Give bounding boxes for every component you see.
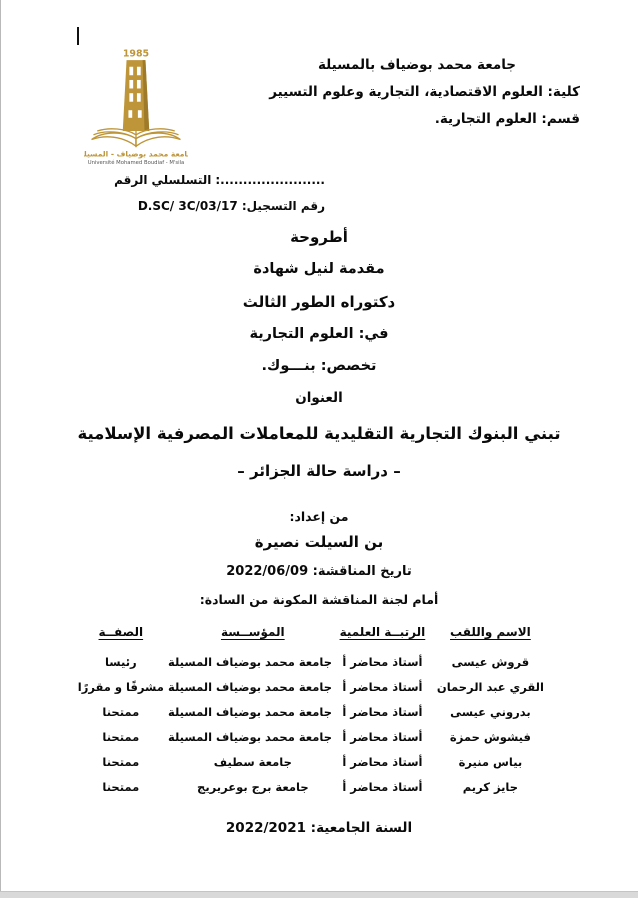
thesis-title: تبني البنوك التجارية التقليدية للمعاملات المصرفية الإسلامية	[77, 424, 561, 443]
faculty-name: كلية: العلوم الاقتصادية، التجارية وعلوم التسيير	[269, 84, 580, 100]
specialty-line: تخصص: بنـــوك.	[261, 358, 377, 374]
logo-year: 1985	[122, 48, 150, 60]
text-cursor	[77, 27, 79, 45]
header-rank: الرتبــة العلمية	[339, 625, 426, 639]
serial-dots: :.......................	[215, 173, 325, 187]
member-institution: جامعة محمد بوضياف المسيلة	[168, 654, 333, 669]
prepared-by-label: من إعداد:	[289, 509, 349, 524]
member-role: رئيسا	[104, 654, 137, 669]
author-name: بن السيلت نصيرة	[254, 533, 384, 551]
member-institution: جامعة محمد بوضياف المسيلة	[168, 704, 333, 719]
logo-name-french: Université Mohamed Boudiaf - M'sila	[87, 160, 185, 167]
academic-year: السنة الجامعية: 2022/2021	[225, 820, 413, 836]
jury-table	[68, 621, 548, 799]
page-left-edge	[0, 0, 1, 898]
thesis-subtitle: – دراسة حالة الجزائر –	[237, 462, 401, 480]
table-row	[68, 674, 548, 699]
field-line: في: العلوم التجارية	[249, 326, 389, 342]
university-logo-icon	[84, 44, 188, 167]
table-row	[68, 649, 548, 674]
member-rank: أستاذ محاضر أ	[342, 779, 423, 794]
member-institution: جامعة سطيف	[213, 754, 292, 769]
header-role: الصفــة	[98, 625, 144, 639]
title-label: العنوان	[295, 390, 343, 406]
member-role: ممتحنا	[102, 704, 140, 719]
table-row	[68, 724, 548, 749]
member-rank: أستاذ محاضر أ	[342, 704, 423, 719]
department-name: قسم: العلوم التجارية.	[434, 111, 580, 127]
committee-intro: أمام لجنة المناقشة المكونة من السادة:	[199, 592, 439, 607]
serial-number-line	[114, 167, 325, 193]
serial-numbers-block	[114, 167, 325, 219]
page-bottom-edge	[0, 891, 638, 898]
member-name: فيشوش حمزة	[449, 729, 531, 744]
university-name: جامعة محمد بوضياف بالمسيلة	[317, 57, 517, 73]
member-role: ممتحنا	[102, 729, 140, 744]
defense-date: تاريخ المناقشة: 2022/06/09	[226, 564, 412, 579]
member-name: جايز كريم	[462, 779, 519, 794]
member-rank: أستاذ محاضر أ	[342, 679, 423, 694]
document-header	[254, 52, 580, 133]
header-institution: المؤســسة	[220, 625, 285, 639]
table-row	[68, 699, 548, 724]
serial-label-word1: الرقم	[114, 173, 148, 187]
table-row	[68, 749, 548, 774]
member-rank: أستاذ محاضر أ	[342, 654, 423, 669]
member-name: القري عبد الرحمان	[436, 679, 544, 694]
member-institution: جامعة محمد بوضياف المسيلة	[168, 729, 333, 744]
member-role: ممتحنا	[102, 779, 140, 794]
member-rank: أستاذ محاضر أ	[342, 729, 423, 744]
member-rank: أستاذ محاضر أ	[342, 754, 423, 769]
jury-table-header-row	[68, 621, 548, 649]
degree-line: دكتوراه الطور الثالث	[242, 293, 396, 311]
thesis-type: أطروحة	[290, 228, 348, 246]
logo-name-arabic: جامعة محمد بوضياف - المسيلة	[84, 149, 188, 159]
member-name: قروش عيسى	[451, 654, 530, 669]
member-name: بياس منيرة	[458, 754, 523, 769]
registration-number-line: رقم التسجيل: D.SC/ 3C/03/17	[137, 199, 325, 213]
member-name: بدروني عيسى	[450, 704, 531, 719]
table-row	[68, 774, 548, 799]
serial-label-word2: التسلسلي	[151, 173, 212, 187]
member-role: ممتحنا	[102, 754, 140, 769]
university-logo	[84, 44, 188, 171]
member-institution: جامعة برج بوعريريج	[197, 779, 309, 794]
submitted-for-line: مقدمة لنيل شهادة	[253, 261, 385, 277]
header-name-surname: الاسم واللقب	[450, 625, 531, 639]
member-role: مشرفًا و مقررًا	[77, 679, 164, 694]
member-institution: جامعة محمد بوضياف المسيلة	[168, 679, 333, 694]
